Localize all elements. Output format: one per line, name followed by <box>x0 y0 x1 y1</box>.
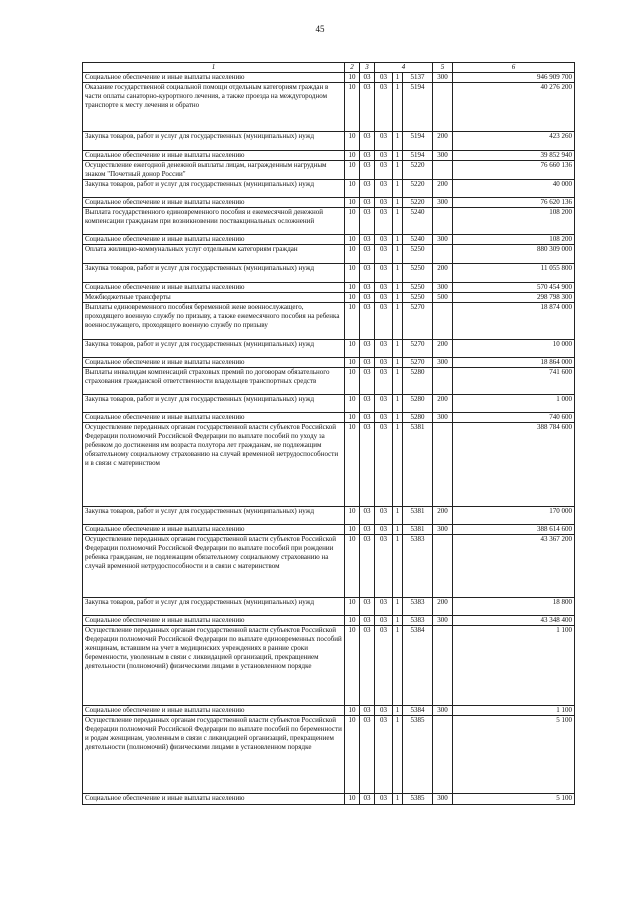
row-col-2: 10 <box>345 293 360 303</box>
row-col-3: 03 <box>360 340 375 358</box>
table-row <box>83 283 575 293</box>
row-description: Социальное обеспечение и иные выплаты населению <box>83 283 345 293</box>
row-col-4-code: 5270 <box>403 303 433 340</box>
row-col-2: 10 <box>345 794 360 805</box>
row-col-4-code: 5381 <box>403 525 433 535</box>
table-row <box>83 716 575 794</box>
row-col-4-program: 03 <box>375 264 393 283</box>
header-col-5: 5 <box>433 63 453 73</box>
row-description: Закупка товаров, работ и услуг для государственных (муниципальных) нужд <box>83 507 345 525</box>
row-amount: 76 620 136 <box>453 198 575 208</box>
row-col-2: 10 <box>345 525 360 535</box>
row-col-2: 10 <box>345 73 360 83</box>
table-row <box>83 395 575 413</box>
table-row <box>83 83 575 132</box>
row-col-2: 10 <box>345 535 360 598</box>
row-amount: 1 000 <box>453 395 575 413</box>
row-col-3: 03 <box>360 161 375 180</box>
row-col-4-program: 03 <box>375 208 393 235</box>
row-col-5 <box>433 303 453 340</box>
row-col-5 <box>433 535 453 598</box>
row-col-4-program: 03 <box>375 706 393 716</box>
table-row <box>83 303 575 340</box>
header-col-2: 2 <box>345 63 360 73</box>
row-col-3: 03 <box>360 245 375 264</box>
table-row <box>83 413 575 423</box>
row-col-5: 200 <box>433 598 453 616</box>
row-col-5: 300 <box>433 358 453 368</box>
row-col-3: 03 <box>360 716 375 794</box>
table-row <box>83 598 575 616</box>
row-col-4-subprogram: 1 <box>393 616 403 626</box>
row-col-2: 10 <box>345 180 360 198</box>
budget-table <box>82 62 575 805</box>
row-description: Осуществление переданных органам государственной власти субъектов Российской Федерации полномочий Российской Федерации по выплате пособий по беременности и родам женщинам, уволенным в связи с ликвидацией организаций, прекращением деятельности (полномочий) физическими лицами в установленном порядке <box>83 716 345 794</box>
row-col-3: 03 <box>360 151 375 161</box>
row-col-4-code: 5280 <box>403 413 433 423</box>
table-row <box>83 535 575 598</box>
row-col-2: 10 <box>345 706 360 716</box>
row-col-3: 03 <box>360 208 375 235</box>
row-col-4-subprogram: 1 <box>393 198 403 208</box>
row-col-5: 300 <box>433 73 453 83</box>
row-col-5: 300 <box>433 525 453 535</box>
row-col-4-program: 03 <box>375 161 393 180</box>
row-description: Закупка товаров, работ и услуг для государственных (муниципальных) нужд <box>83 264 345 283</box>
row-amount: 108 200 <box>453 208 575 235</box>
row-amount: 10 000 <box>453 340 575 358</box>
row-description: Закупка товаров, работ и услуг для государственных (муниципальных) нужд <box>83 340 345 358</box>
row-col-4-code: 5270 <box>403 340 433 358</box>
row-description: Выплаты инвалидам компенсаций страховых премий по договорам обязательного страхования гражданской ответственности владельцев транспортных средств <box>83 368 345 395</box>
row-col-4-subprogram: 1 <box>393 368 403 395</box>
row-col-4-code: 5385 <box>403 716 433 794</box>
row-col-4-subprogram: 1 <box>393 245 403 264</box>
row-col-4-program: 03 <box>375 716 393 794</box>
row-col-4-program: 03 <box>375 395 393 413</box>
row-col-3: 03 <box>360 264 375 283</box>
row-col-4-code: 5383 <box>403 598 433 616</box>
header-col-6: 6 <box>453 63 575 73</box>
table-row <box>83 525 575 535</box>
row-description: Закупка товаров, работ и услуг для государственных (муниципальных) нужд <box>83 395 345 413</box>
row-col-3: 03 <box>360 198 375 208</box>
table-row <box>83 180 575 198</box>
row-amount: 18 874 000 <box>453 303 575 340</box>
row-col-5 <box>433 626 453 706</box>
row-col-4-code: 5383 <box>403 616 433 626</box>
row-col-2: 10 <box>345 245 360 264</box>
row-col-3: 03 <box>360 73 375 83</box>
row-amount: 570 454 900 <box>453 283 575 293</box>
table-row <box>83 340 575 358</box>
row-col-4-program: 03 <box>375 283 393 293</box>
row-col-4-program: 03 <box>375 83 393 132</box>
row-col-4-subprogram: 1 <box>393 303 403 340</box>
row-col-4-subprogram: 1 <box>393 264 403 283</box>
row-col-4-code: 5385 <box>403 794 433 805</box>
header-row <box>83 63 575 73</box>
row-col-5: 300 <box>433 235 453 245</box>
row-col-2: 10 <box>345 235 360 245</box>
table-row <box>83 706 575 716</box>
row-col-4-code: 5240 <box>403 208 433 235</box>
row-col-2: 10 <box>345 368 360 395</box>
row-amount: 298 798 300 <box>453 293 575 303</box>
table-row <box>83 794 575 805</box>
row-col-4-code: 5137 <box>403 73 433 83</box>
row-col-4-code: 5194 <box>403 83 433 132</box>
row-description: Социальное обеспечение и иные выплаты населению <box>83 73 345 83</box>
row-amount: 76 660 136 <box>453 161 575 180</box>
row-col-5 <box>433 245 453 264</box>
row-col-4-program: 03 <box>375 626 393 706</box>
row-col-4-subprogram: 1 <box>393 535 403 598</box>
row-amount: 40 276 200 <box>453 83 575 132</box>
row-col-4-program: 03 <box>375 616 393 626</box>
row-col-3: 03 <box>360 598 375 616</box>
row-col-5: 300 <box>433 413 453 423</box>
row-col-3: 03 <box>360 794 375 805</box>
row-description: Закупка товаров, работ и услуг для государственных (муниципальных) нужд <box>83 598 345 616</box>
row-col-3: 03 <box>360 293 375 303</box>
table-row <box>83 616 575 626</box>
row-col-4-code: 5270 <box>403 358 433 368</box>
row-amount: 108 200 <box>453 235 575 245</box>
row-amount: 946 909 700 <box>453 73 575 83</box>
row-col-4-subprogram: 1 <box>393 180 403 198</box>
row-col-3: 03 <box>360 525 375 535</box>
row-col-5: 300 <box>433 198 453 208</box>
row-col-4-program: 03 <box>375 73 393 83</box>
table-row <box>83 293 575 303</box>
row-description: Закупка товаров, работ и услуг для государственных (муниципальных) нужд <box>83 180 345 198</box>
row-amount: 5 100 <box>453 794 575 805</box>
row-description: Оказание государственной социальной помощи отдельным категориям граждан в части оплаты санаторно-курортного лечения, а также проезда на междугородном транспорте к месту лечения и обратно <box>83 83 345 132</box>
row-col-2: 10 <box>345 83 360 132</box>
row-col-4-code: 5383 <box>403 535 433 598</box>
row-col-4-code: 5220 <box>403 180 433 198</box>
row-col-4-program: 03 <box>375 413 393 423</box>
row-col-3: 03 <box>360 283 375 293</box>
table-row <box>83 264 575 283</box>
table-row <box>83 151 575 161</box>
row-col-3: 03 <box>360 235 375 245</box>
row-col-4-subprogram: 1 <box>393 598 403 616</box>
row-description: Социальное обеспечение и иные выплаты населению <box>83 198 345 208</box>
row-col-2: 10 <box>345 716 360 794</box>
table-row <box>83 73 575 83</box>
row-col-4-program: 03 <box>375 303 393 340</box>
row-col-4-program: 03 <box>375 368 393 395</box>
row-description: Межбюджетные трансферты <box>83 293 345 303</box>
row-col-3: 03 <box>360 303 375 340</box>
row-col-4-code: 5384 <box>403 706 433 716</box>
table-row <box>83 245 575 264</box>
row-description: Социальное обеспечение и иные выплаты населению <box>83 358 345 368</box>
row-col-4-subprogram: 1 <box>393 208 403 235</box>
table-row <box>83 132 575 151</box>
row-description: Выплаты единовременного пособия беременной жене военнослужащего, проходящего военную службу по призыву, а также ежемесячного пособия на ребенка военнослужащего, проходящего военную службу по призыву <box>83 303 345 340</box>
row-description: Осуществление переданных органам государственной власти субъектов Российской Федерации полномочий Российской Федерации по выплате единовременных пособий женщинам, вставшим на учет в медицинских учреждениях в ранние сроки беременности, уволенным в связи с ликвидацией организаций, прекращением деятельности (полномочий) физическими лицами в установленном порядке <box>83 626 345 706</box>
row-amount: 1 100 <box>453 706 575 716</box>
row-amount: 741 600 <box>453 368 575 395</box>
row-col-4-code: 5220 <box>403 161 433 180</box>
header-col-1: 1 <box>83 63 345 73</box>
row-col-4-program: 03 <box>375 598 393 616</box>
row-amount: 11 055 800 <box>453 264 575 283</box>
row-col-4-code: 5280 <box>403 395 433 413</box>
row-col-5 <box>433 161 453 180</box>
row-col-4-subprogram: 1 <box>393 151 403 161</box>
row-col-5: 500 <box>433 293 453 303</box>
row-col-4-code: 5220 <box>403 198 433 208</box>
row-col-4-code: 5250 <box>403 245 433 264</box>
row-col-5: 200 <box>433 132 453 151</box>
row-col-4-program: 03 <box>375 180 393 198</box>
row-col-4-program: 03 <box>375 198 393 208</box>
row-col-4-subprogram: 1 <box>393 716 403 794</box>
row-col-4-code: 5381 <box>403 507 433 525</box>
row-col-4-subprogram: 1 <box>393 132 403 151</box>
row-description: Осуществление ежегодной денежной выплаты лицам, награжденным нагрудным знаком "Почетный донор России" <box>83 161 345 180</box>
row-col-4-program: 03 <box>375 535 393 598</box>
row-col-4-program: 03 <box>375 423 393 507</box>
row-col-5 <box>433 716 453 794</box>
header-col-3: 3 <box>360 63 375 73</box>
row-col-5: 300 <box>433 794 453 805</box>
row-col-2: 10 <box>345 151 360 161</box>
row-col-5: 300 <box>433 706 453 716</box>
row-col-4-program: 03 <box>375 293 393 303</box>
row-col-4-program: 03 <box>375 235 393 245</box>
row-col-4-program: 03 <box>375 358 393 368</box>
row-col-3: 03 <box>360 413 375 423</box>
row-col-5: 300 <box>433 283 453 293</box>
row-amount: 18 864 000 <box>453 358 575 368</box>
row-description: Осуществление переданных органам государственной власти субъектов Российской Федерации полномочий Российской Федерации по выплате пособий при рождении ребенка гражданам, не подлежащим обязательному социальному страхованию на случай временной нетрудоспособности и в связи с материнством <box>83 535 345 598</box>
row-col-4-code: 5250 <box>403 283 433 293</box>
row-amount: 43 348 400 <box>453 616 575 626</box>
row-amount: 423 260 <box>453 132 575 151</box>
row-amount: 40 000 <box>453 180 575 198</box>
row-col-2: 10 <box>345 208 360 235</box>
row-description: Выплата государственного единовременного пособия и ежемесячной денежной компенсации гражданам при возникновении поствакцинальных осложнений <box>83 208 345 235</box>
row-amount: 388 614 600 <box>453 525 575 535</box>
row-col-3: 03 <box>360 507 375 525</box>
row-description: Социальное обеспечение и иные выплаты населению <box>83 525 345 535</box>
row-col-2: 10 <box>345 616 360 626</box>
table-row <box>83 507 575 525</box>
row-amount: 39 852 940 <box>453 151 575 161</box>
row-col-5: 200 <box>433 395 453 413</box>
row-amount: 880 309 000 <box>453 245 575 264</box>
table-row <box>83 368 575 395</box>
row-col-4-subprogram: 1 <box>393 525 403 535</box>
row-col-5 <box>433 423 453 507</box>
row-col-2: 10 <box>345 358 360 368</box>
row-col-4-subprogram: 1 <box>393 423 403 507</box>
row-col-5: 300 <box>433 151 453 161</box>
row-col-5 <box>433 368 453 395</box>
row-col-2: 10 <box>345 423 360 507</box>
row-col-3: 03 <box>360 423 375 507</box>
row-description: Оплата жилищно-коммунальных услуг отдельным категориям граждан <box>83 245 345 264</box>
row-col-2: 10 <box>345 161 360 180</box>
row-col-2: 10 <box>345 303 360 340</box>
row-description: Социальное обеспечение и иные выплаты населению <box>83 706 345 716</box>
row-amount: 740 600 <box>453 413 575 423</box>
row-col-4-subprogram: 1 <box>393 293 403 303</box>
row-col-4-code: 5250 <box>403 293 433 303</box>
row-col-4-subprogram: 1 <box>393 706 403 716</box>
row-amount: 388 784 600 <box>453 423 575 507</box>
row-col-3: 03 <box>360 535 375 598</box>
row-col-2: 10 <box>345 132 360 151</box>
row-col-3: 03 <box>360 616 375 626</box>
row-col-4-subprogram: 1 <box>393 83 403 132</box>
row-col-2: 10 <box>345 340 360 358</box>
row-col-4-subprogram: 1 <box>393 73 403 83</box>
row-description: Осуществление переданных органам государственной власти субъектов Российской Федерации полномочий Российской Федерации по выплате пособий по уходу за ребенком до достижения им возраста полутора лет гражданам, не подлежащим обязательному социальному страхованию на случай временной нетрудоспособности и в связи с материнством <box>83 423 345 507</box>
row-col-2: 10 <box>345 626 360 706</box>
row-col-5: 200 <box>433 180 453 198</box>
row-col-5 <box>433 208 453 235</box>
row-col-4-program: 03 <box>375 340 393 358</box>
row-col-3: 03 <box>360 358 375 368</box>
row-amount: 5 100 <box>453 716 575 794</box>
row-col-4-subprogram: 1 <box>393 507 403 525</box>
table-row <box>83 235 575 245</box>
row-col-4-subprogram: 1 <box>393 413 403 423</box>
row-col-4-program: 03 <box>375 245 393 264</box>
row-col-2: 10 <box>345 198 360 208</box>
row-col-3: 03 <box>360 395 375 413</box>
table-row <box>83 208 575 235</box>
row-description: Закупка товаров, работ и услуг для государственных (муниципальных) нужд <box>83 132 345 151</box>
row-col-4-subprogram: 1 <box>393 794 403 805</box>
row-col-4-code: 5381 <box>403 423 433 507</box>
row-col-5: 300 <box>433 616 453 626</box>
row-col-2: 10 <box>345 283 360 293</box>
row-col-4-subprogram: 1 <box>393 626 403 706</box>
row-description: Социальное обеспечение и иные выплаты населению <box>83 794 345 805</box>
row-col-3: 03 <box>360 706 375 716</box>
row-description: Социальное обеспечение и иные выплаты населению <box>83 235 345 245</box>
row-col-5: 200 <box>433 264 453 283</box>
header-col-4: 4 <box>375 63 433 73</box>
row-description: Социальное обеспечение и иные выплаты населению <box>83 413 345 423</box>
row-col-4-code: 5194 <box>403 151 433 161</box>
row-col-5: 200 <box>433 340 453 358</box>
row-col-4-subprogram: 1 <box>393 358 403 368</box>
table-row <box>83 161 575 180</box>
row-col-4-subprogram: 1 <box>393 235 403 245</box>
row-col-4-code: 5384 <box>403 626 433 706</box>
row-col-2: 10 <box>345 395 360 413</box>
row-col-3: 03 <box>360 83 375 132</box>
table-body <box>83 73 575 805</box>
row-col-4-program: 03 <box>375 794 393 805</box>
row-col-3: 03 <box>360 368 375 395</box>
row-col-4-code: 5194 <box>403 132 433 151</box>
row-col-5 <box>433 83 453 132</box>
row-amount: 170 000 <box>453 507 575 525</box>
table-row <box>83 358 575 368</box>
row-col-2: 10 <box>345 264 360 283</box>
row-amount: 1 100 <box>453 626 575 706</box>
row-amount: 43 367 200 <box>453 535 575 598</box>
table-row <box>83 626 575 706</box>
row-col-4-code: 5250 <box>403 264 433 283</box>
row-col-4-program: 03 <box>375 151 393 161</box>
row-col-4-subprogram: 1 <box>393 161 403 180</box>
row-col-4-subprogram: 1 <box>393 283 403 293</box>
row-col-4-code: 5280 <box>403 368 433 395</box>
row-col-4-subprogram: 1 <box>393 340 403 358</box>
page-number: 45 <box>315 24 325 34</box>
row-description: Социальное обеспечение и иные выплаты населению <box>83 151 345 161</box>
row-col-4-code: 5240 <box>403 235 433 245</box>
row-col-5: 200 <box>433 507 453 525</box>
row-col-4-program: 03 <box>375 525 393 535</box>
row-col-4-subprogram: 1 <box>393 395 403 413</box>
row-col-2: 10 <box>345 598 360 616</box>
table-row <box>83 423 575 507</box>
row-col-3: 03 <box>360 132 375 151</box>
row-col-4-program: 03 <box>375 132 393 151</box>
row-col-2: 10 <box>345 413 360 423</box>
row-col-3: 03 <box>360 180 375 198</box>
row-col-4-program: 03 <box>375 507 393 525</box>
row-col-2: 10 <box>345 507 360 525</box>
table-row <box>83 198 575 208</box>
row-col-3: 03 <box>360 626 375 706</box>
row-description: Социальное обеспечение и иные выплаты населению <box>83 616 345 626</box>
row-amount: 18 800 <box>453 598 575 616</box>
